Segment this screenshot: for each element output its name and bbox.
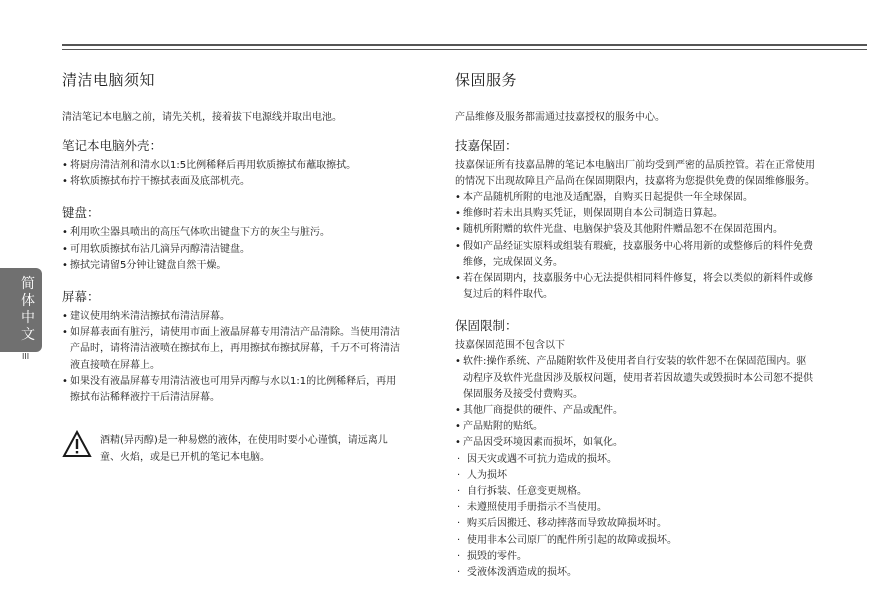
tab-char: 体 — [21, 293, 35, 309]
section-heading: 保固限制： — [455, 318, 518, 334]
screen-list — [62, 309, 402, 406]
warranty-title: 保固服务 — [455, 71, 518, 89]
tab-char: 简 — [21, 276, 35, 292]
tab-char: 中 — [21, 310, 35, 326]
cleaning-title: 清洁电脑须知 — [62, 71, 156, 89]
tab-char: 文 — [21, 327, 35, 343]
limit-sub-list — [455, 452, 815, 582]
list-item: • 将软质擦拭布拧干擦拭表面及底部机壳。 — [62, 174, 402, 190]
top-rule — [62, 44, 867, 46]
list-item: · 未遵照使用手册指示不当使用。 — [455, 500, 815, 516]
right-column — [455, 70, 815, 595]
list-item: • 建议使用纳米清洁擦拭布清洁屏幕。 — [62, 309, 402, 325]
warning-text: 酒精(异丙醇)是一种易燃的液体，在使用时要小心谨慎，请远离儿童、火焰，或是已开机的笔记本电脑。 — [100, 435, 388, 463]
list-item: • 若在保固期内，技嘉服务中心无法提供相同料件修复，将会以类似的新料件或修复过后的料件取代。 — [455, 271, 815, 303]
list-item: • 擦拭完请留5分钟让键盘自然干燥。 — [62, 258, 402, 274]
list-item: • 维修时若未出具购买凭证，则保固期自本公司制造日算起。 — [455, 206, 815, 222]
list-item: · 受液体泼洒造成的损坏。 — [455, 565, 815, 581]
list-item: • 假如产品经证实原料或组装有瑕疵，技嘉服务中心将用新的或整修后的料件免费维修，完成保固义务。 — [455, 239, 815, 271]
warranty-list — [455, 190, 815, 303]
section-heading: 键盘： — [62, 205, 100, 221]
list-item: · 人为损坏 — [455, 468, 815, 484]
list-item: · 损毁的零件。 — [455, 549, 815, 565]
keyboard-list — [62, 225, 402, 274]
limit-paragraph: 技嘉保固范围不包含以下 — [455, 340, 565, 352]
list-item: • 本产品随机所附的电池及适配器，自购买日起提供一年全球保固。 — [455, 190, 815, 206]
list-item: • 产品贴附的贴纸。 — [455, 419, 815, 435]
warning-triangle-icon — [62, 430, 92, 458]
list-item: • 随机所附赠的软件光盘、电脑保护袋及其他附件赠品恕不在保固范围内。 — [455, 222, 815, 238]
language-side-tab — [0, 268, 42, 352]
page-number: III — [22, 352, 30, 361]
warning-note — [62, 430, 402, 470]
list-item: • 如果没有液晶屏幕专用清洁液也可用异丙醇与水以1:1的比例稀释后，再用擦拭布沾稀释液拧干后清洁屏幕。 — [62, 374, 402, 406]
list-item: • 如屏幕表面有脏污，请使用市面上液晶屏幕专用清洁产品清除。当使用清洁产品时，请将清洁液喷在擦拭布上，再用擦拭布擦拭屏幕，千万不可将清洁液直接喷在屏幕上。 — [62, 325, 402, 374]
list-item: • 软件:操作系统、产品随附软件及使用者自行安装的软件恕不在保固范围内。驱动程序及软件光盘因涉及版权问题，使用者若因故遗失或毁损时本公司恕不提供保固服务及接受付费购买。 — [455, 354, 815, 403]
section-heading: 笔记本电脑外壳： — [62, 138, 163, 153]
section-heading: 技嘉保固： — [455, 138, 518, 153]
list-item: • 产品因受环境因素而损坏，如氧化。 — [455, 435, 815, 451]
cleaning-intro: 清洁笔记本电脑之前，请先关机，接着拔下电源线并取出电池。 — [62, 112, 342, 123]
warranty-intro: 产品维修及服务都需通过技嘉授权的服务中心。 — [455, 112, 665, 123]
list-item: · 自行拆装、任意变更规格。 — [455, 484, 815, 500]
list-item: • 将厨房清洁剂和清水以1:5比例稀释后再用软质擦拭布蘸取擦拭。 — [62, 158, 402, 174]
warranty-paragraph: 技嘉保证所有技嘉品牌的笔记本电脑出厂前均受到严密的品质控管。若在正常使用的情况下出现故障且产品尚在保固期限内，技嘉将为您提供免费的保固维修服务。 — [455, 160, 815, 187]
list-item: • 利用吹尘器具喷出的高压气体吹出键盘下方的灰尘与脏污。 — [62, 225, 402, 241]
list-item: • 其他厂商提供的硬件、产品或配件。 — [455, 403, 815, 419]
left-column — [62, 70, 402, 420]
section-heading: 屏幕： — [62, 289, 100, 305]
list-item: · 使用非本公司原厂的配件所引起的故障或损坏。 — [455, 533, 815, 549]
list-item: · 因天灾或遇不可抗力造成的损坏。 — [455, 452, 815, 468]
list-item: • 可用软质擦拭布沾几滴异丙醇清洁键盘。 — [62, 242, 402, 258]
limit-list — [455, 354, 815, 451]
top-rule-thin — [62, 49, 867, 50]
case-list — [62, 158, 402, 190]
list-item: · 购买后因搬迁、移动摔落而导致故障损坏时。 — [455, 516, 815, 532]
